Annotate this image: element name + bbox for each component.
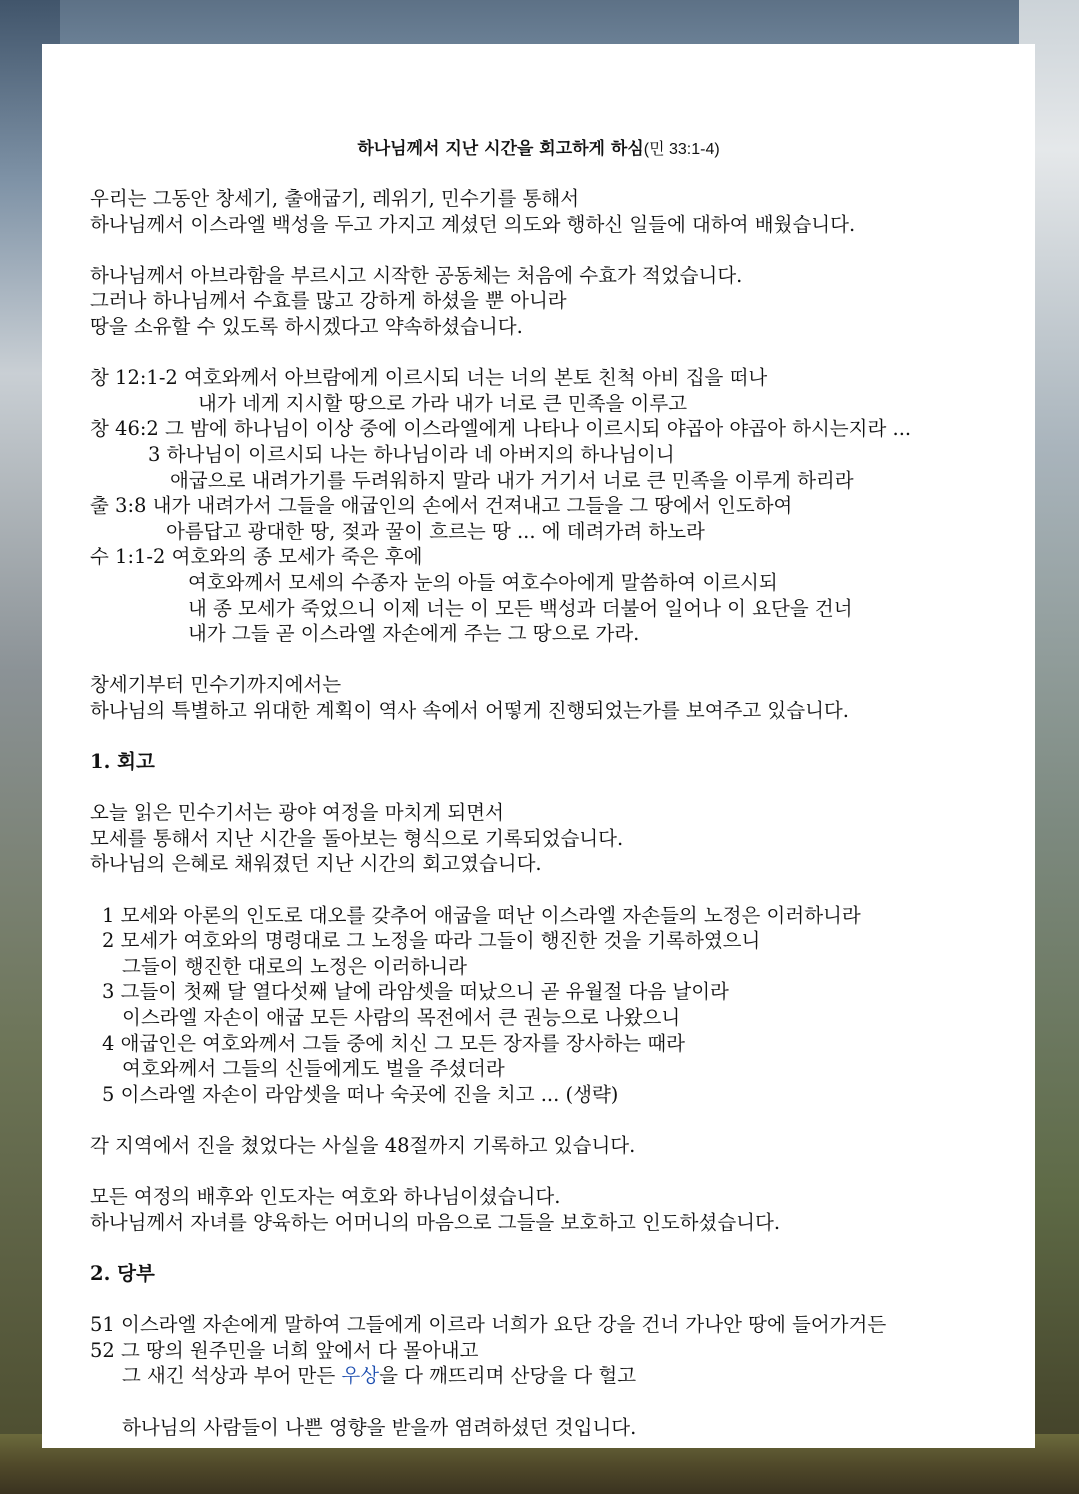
verse-line: 51 이스라엘 자손에게 말하여 그들에게 이르라 너희가 요단 강을 건너 가나안 땅에 들어가거든 — [90, 1313, 887, 1337]
text-line: 하나님께서 아브라함을 부르시고 시작한 공동체는 처음에 수효가 적었습니다. — [90, 263, 743, 287]
highlighted-word: 우상 — [341, 1364, 380, 1388]
document-body — [90, 186, 1010, 1440]
section-heading-2: 2. 당부 — [90, 1261, 155, 1285]
verse-line: 여호와께서 그들의 신들에게도 벌을 주셨더라 — [122, 1057, 505, 1081]
text-line: 각 지역에서 진을 쳤었다는 사실을 48절까지 기록하고 있습니다. — [90, 1133, 636, 1157]
title-main: 하나님께서 지난 시간을 회고하게 하심 — [357, 139, 644, 159]
verse-line: 그들이 행진한 대로의 노정은 이러하니라 — [122, 954, 468, 978]
verse-line: 3 하나님이 이르시되 나는 하나님이라 네 아버지의 하나님이니 — [148, 442, 675, 466]
verse-line: 애굽으로 내려가기를 두려워하지 말라 내가 거기서 너로 큰 민족을 이루게 하리라 — [170, 468, 854, 492]
verse-line: 3 그들이 첫째 달 열다섯째 날에 라암셋을 떠났으니 곧 유월절 다음 날이라 — [102, 980, 729, 1004]
verse-line: 이스라엘 자손이 애굽 모든 사람의 목전에서 큰 권능으로 나왔으니 — [122, 1006, 681, 1029]
verse-line — [90, 1363, 1010, 1389]
verse-line: 1 모세와 아론의 인도로 대오를 갖추어 애굽을 떠난 이스라엘 자손들의 노정은 이러하니라 — [102, 903, 861, 927]
text-line: 하나님의 은혜로 채워졌던 지난 시간의 회고였습니다. — [90, 852, 542, 876]
verse-line: 창 12:1-2 여호와께서 아브람에게 이르시되 너는 너의 본토 친척 아비 집을 떠나 — [90, 366, 768, 390]
verse-line: 출 3:8 내가 내려가서 그들을 애굽인의 손에서 건져내고 그들을 그 땅에서 인도하여 — [90, 494, 793, 518]
verse-line: 창 46:2 그 밤에 하나님이 이상 중에 이스라엘에게 나타나 이르시되 야곱아 야곱아 하시는지라 ... — [90, 417, 912, 441]
verse-line: 52 그 땅의 원주민을 너희 앞에서 다 몰아내고 — [90, 1338, 479, 1362]
verse-line: 5 이스라엘 자손이 라암셋을 떠나 숙곳에 진을 치고 ... (생략) — [102, 1082, 619, 1106]
text-line: 하나님의 특별하고 위대한 계획이 역사 속에서 어떻게 진행되었는가를 보여주고 있습니다. — [90, 698, 849, 722]
verse-line: 2 모세가 여호와의 명령대로 그 노정을 따라 그들이 행진한 것을 기록하였으니 — [102, 929, 761, 953]
text-line: 그러나 하나님께서 수효를 많고 강하게 하셨을 뿐 아니라 — [90, 289, 567, 313]
verse-segment: 그 새긴 석상과 부어 만든 — [122, 1364, 342, 1388]
section-heading-1: 1. 회고 — [90, 750, 155, 774]
verse-line: 4 애굽인은 여호와께서 그들 중에 치신 그 모든 장자를 장사하는 때라 — [102, 1031, 685, 1055]
document-page — [42, 44, 1035, 1448]
text-line: 우리는 그동안 창세기, 출애굽기, 레위기, 민수기를 통해서 — [90, 187, 580, 210]
verse-line: 내가 그들 곧 이스라엘 자손에게 주는 그 땅으로 가라. — [188, 622, 640, 646]
title-reference: (민 33:1-4) — [643, 141, 720, 158]
verse-segment: 을 다 깨뜨리며 산당을 다 헐고 — [379, 1364, 637, 1388]
text-line: 모든 여정의 배후와 인도자는 여호와 하나님이셨습니다. — [90, 1185, 561, 1209]
verse-line: 여호와께서 모세의 수종자 눈의 아들 여호수아에게 말씀하여 이르시되 — [188, 570, 778, 594]
text-line: 모세를 통해서 지난 시간을 돌아보는 형식으로 기록되었습니다. — [90, 826, 624, 850]
text-line: 창세기부터 민수기까지에서는 — [90, 673, 342, 697]
text-line: 하나님께서 자녀를 양육하는 어머니의 마음으로 그들을 보호하고 인도하셨습니다. — [90, 1210, 781, 1234]
document-title — [42, 134, 1035, 159]
verse-line: 수 1:1-2 여호와의 종 모세가 죽은 후에 — [90, 545, 423, 569]
text-line: 땅을 소유할 수 있도록 하시겠다고 약속하셨습니다. — [90, 314, 523, 338]
text-line: 하나님께서 이스라엘 백성을 두고 가지고 계셨던 의도와 행하신 일들에 대하여 배웠습니다. — [90, 212, 856, 236]
verse-line: 아름답고 광대한 땅, 젖과 꿀이 흐르는 땅 ... 에 데려가려 하노라 — [166, 519, 705, 543]
verse-line: 내가 네게 지시할 땅으로 가라 내가 너로 큰 민족을 이루고 — [198, 391, 688, 415]
verse-line: 내 종 모세가 죽었으니 이제 너는 이 모든 백성과 더불어 일어나 이 요단을 건너 — [188, 596, 853, 620]
text-line: 오늘 읽은 민수기서는 광야 여정을 마치게 되면서 — [90, 801, 504, 825]
text-line: 하나님의 사람들이 나쁜 영향을 받을까 염려하셨던 것입니다. — [122, 1415, 637, 1439]
